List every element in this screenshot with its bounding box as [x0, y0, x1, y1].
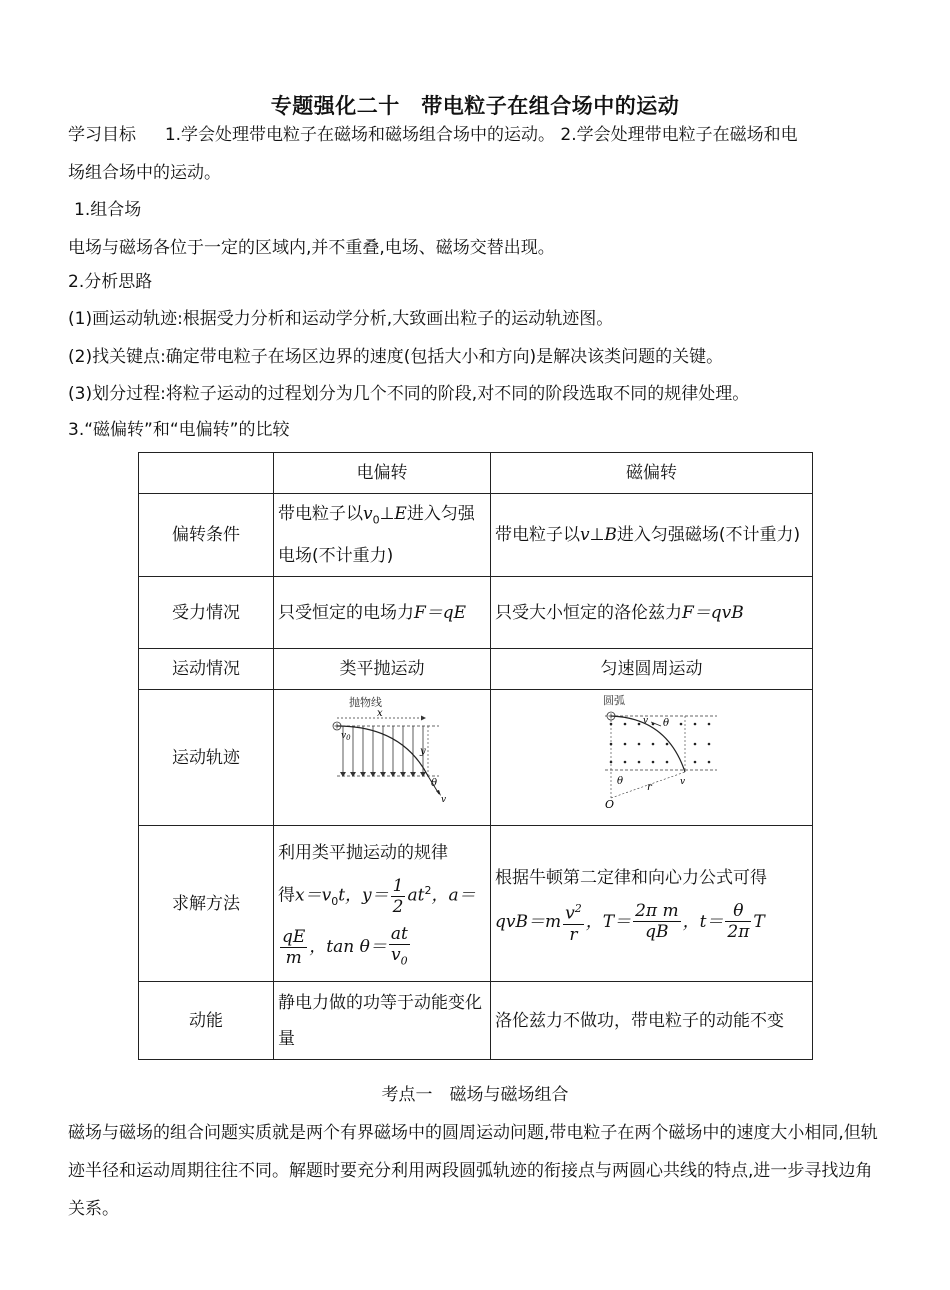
fraction-qE-over-m: $\frac{qE}{m}$ — [282, 926, 306, 968]
electric-method-line-3: $\frac{qE}{m}$ ，tan θ＝ $\frac{at}{v_0}$ — [278, 923, 486, 971]
table-row-method — [139, 826, 813, 982]
parabola-caption: 抛物线 — [349, 696, 382, 710]
fraction-2pim-over-qB: $\frac{\text{2π m}}{qB}$ — [635, 901, 679, 943]
cell-electric-condition: 带电粒子以$v_0\perp E$进入匀强电场(不计重力) — [274, 494, 491, 577]
learning-goals-line-1 — [68, 118, 883, 152]
cell-electric-method — [274, 826, 491, 982]
section-2-paragraph-1: (1)画运动轨迹:根据受力分析和运动学分析,大致画出粒子的运动轨迹图。 — [68, 309, 614, 329]
cell-electric-force: 只受恒定的电场力F＝qE — [274, 577, 491, 649]
cell-magnetic-motion: 匀速圆周运动 — [491, 649, 813, 690]
learning-goals-text-1: 1.学会处理带电粒子在磁场和磁场组合场中的运动。 2.学会处理带电粒子在磁场和电 — [164, 125, 798, 145]
arc-label-v-bottom: v — [679, 777, 685, 788]
arc-label-theta-bottom: θ — [616, 776, 623, 788]
comparison-table — [138, 452, 813, 1060]
header-electric-deflection: 电偏转 — [274, 453, 491, 494]
section-topic-text: 磁场与磁场的组合问题实质就是两个有界磁场中的圆周运动问题,带电粒子在两个磁场中的速度大小相同,但轨迹半径和运动周期往往不同。解题时要充分利用两段圆弧轨迹的衔接点与两圆心共线的特点,进一步寻找边角关系。 — [68, 1123, 878, 1219]
cell-magnetic-method — [491, 826, 813, 982]
electric-method-line-1: 利用类平抛运动的规律 — [278, 843, 448, 864]
arc-label-theta-top: θ — [662, 718, 669, 730]
header-magnetic-deflection: 磁偏转 — [491, 453, 813, 494]
row-label-method: 求解方法 — [139, 826, 274, 982]
row-label-energy: 动能 — [139, 982, 274, 1060]
arc-label-O: O — [604, 798, 614, 811]
arc-label-v-top: v — [642, 716, 648, 727]
row-label-motion: 运动情况 — [139, 649, 274, 690]
fraction-v2-over-r: $\frac{v^2}{r}$ — [563, 899, 584, 945]
row-label-trajectory: 运动轨迹 — [139, 690, 274, 826]
fraction-at-over-v0: $\frac{at}{v_0}$ — [390, 923, 408, 968]
section-2-heading: 2.分析思路 — [68, 272, 153, 292]
fraction-one-half: $\frac{1}{2}$ — [392, 875, 404, 917]
electric-method-line-2: 得$x=v_0t$，y＝ $\frac{1}{2}$ $at^2$，a＝ — [278, 875, 476, 917]
section-3-heading: 3.“磁偏转”和“电偏转”的比较 — [68, 420, 290, 440]
parabola-label-theta: θ — [431, 778, 438, 790]
learning-goals-text-2: 场组合场中的运动。 — [68, 163, 221, 183]
section-2-paragraph-3: (3)划分过程:将粒子运动的过程划分为几个不同的阶段,对不同的阶段选取不同的规律处理。 — [68, 384, 750, 404]
section-2-paragraph-2: (2)找关键点:确定带电粒子在场区边界的速度(包括大小和方向)是解决该类问题的关键。 — [68, 347, 724, 367]
row-label-force: 受力情况 — [139, 577, 274, 649]
cell-magnetic-condition: 带电粒子以v⊥B进入匀强磁场(不计重力) — [491, 494, 813, 577]
magnetic-method-line-1: 根据牛顿第二定律和向心力公式可得 — [495, 867, 767, 888]
cell-electric-motion: 类平抛运动 — [274, 649, 491, 690]
magnetic-method-line-2: qvB＝m $\frac{v^2}{r}$ ，T＝ $\frac{\text{2π m}}{qB}$ ，t＝ $\frac{\theta}{2\pi}$ T — [495, 896, 808, 948]
parabola-trajectory-figure — [307, 692, 457, 810]
table-row-trajectory — [139, 690, 813, 826]
row-label-condition: 偏转条件 — [139, 494, 274, 577]
arc-trajectory-figure — [577, 692, 727, 810]
section-topic-title: 考点一 磁场与磁场组合 — [381, 1085, 569, 1105]
cell-electric-energy: 静电力做的功等于动能变化量 — [274, 982, 491, 1060]
parabola-label-y: y — [420, 746, 426, 758]
page-title: 专题强化二十 带电粒子在组合场中的运动 — [270, 94, 680, 118]
header-empty-cell — [139, 453, 274, 494]
cell-electric-trajectory — [274, 690, 491, 826]
table-row-force — [139, 577, 813, 649]
arc-label-r: r — [646, 782, 652, 794]
parabola-label-v0: $v_0$ — [341, 731, 351, 743]
cell-magnetic-trajectory — [491, 690, 813, 826]
parabola-label-v: v — [441, 795, 447, 806]
learning-goals-label: 学习目标 — [68, 125, 136, 145]
table-row-motion — [139, 649, 813, 690]
cell-magnetic-energy: 洛伦兹力不做功，带电粒子的动能不变 — [491, 982, 813, 1060]
fraction-theta-over-2pi: $\frac{\theta}{2\pi}$ — [727, 901, 750, 943]
parabola-label-x: x — [377, 708, 383, 720]
cell-magnetic-force: 只受大小恒定的洛伦兹力F＝qvB — [491, 577, 813, 649]
arc-caption: 圆弧 — [602, 694, 625, 708]
section-1-text: 电场与磁场各位于一定的区域内,并不重叠,电场、磁场交替出现。 — [68, 238, 555, 258]
section-1-heading: 1.组合场 — [74, 200, 142, 220]
table-header-row — [139, 453, 813, 494]
table-row-condition — [139, 494, 813, 577]
table-row-energy — [139, 982, 813, 1060]
